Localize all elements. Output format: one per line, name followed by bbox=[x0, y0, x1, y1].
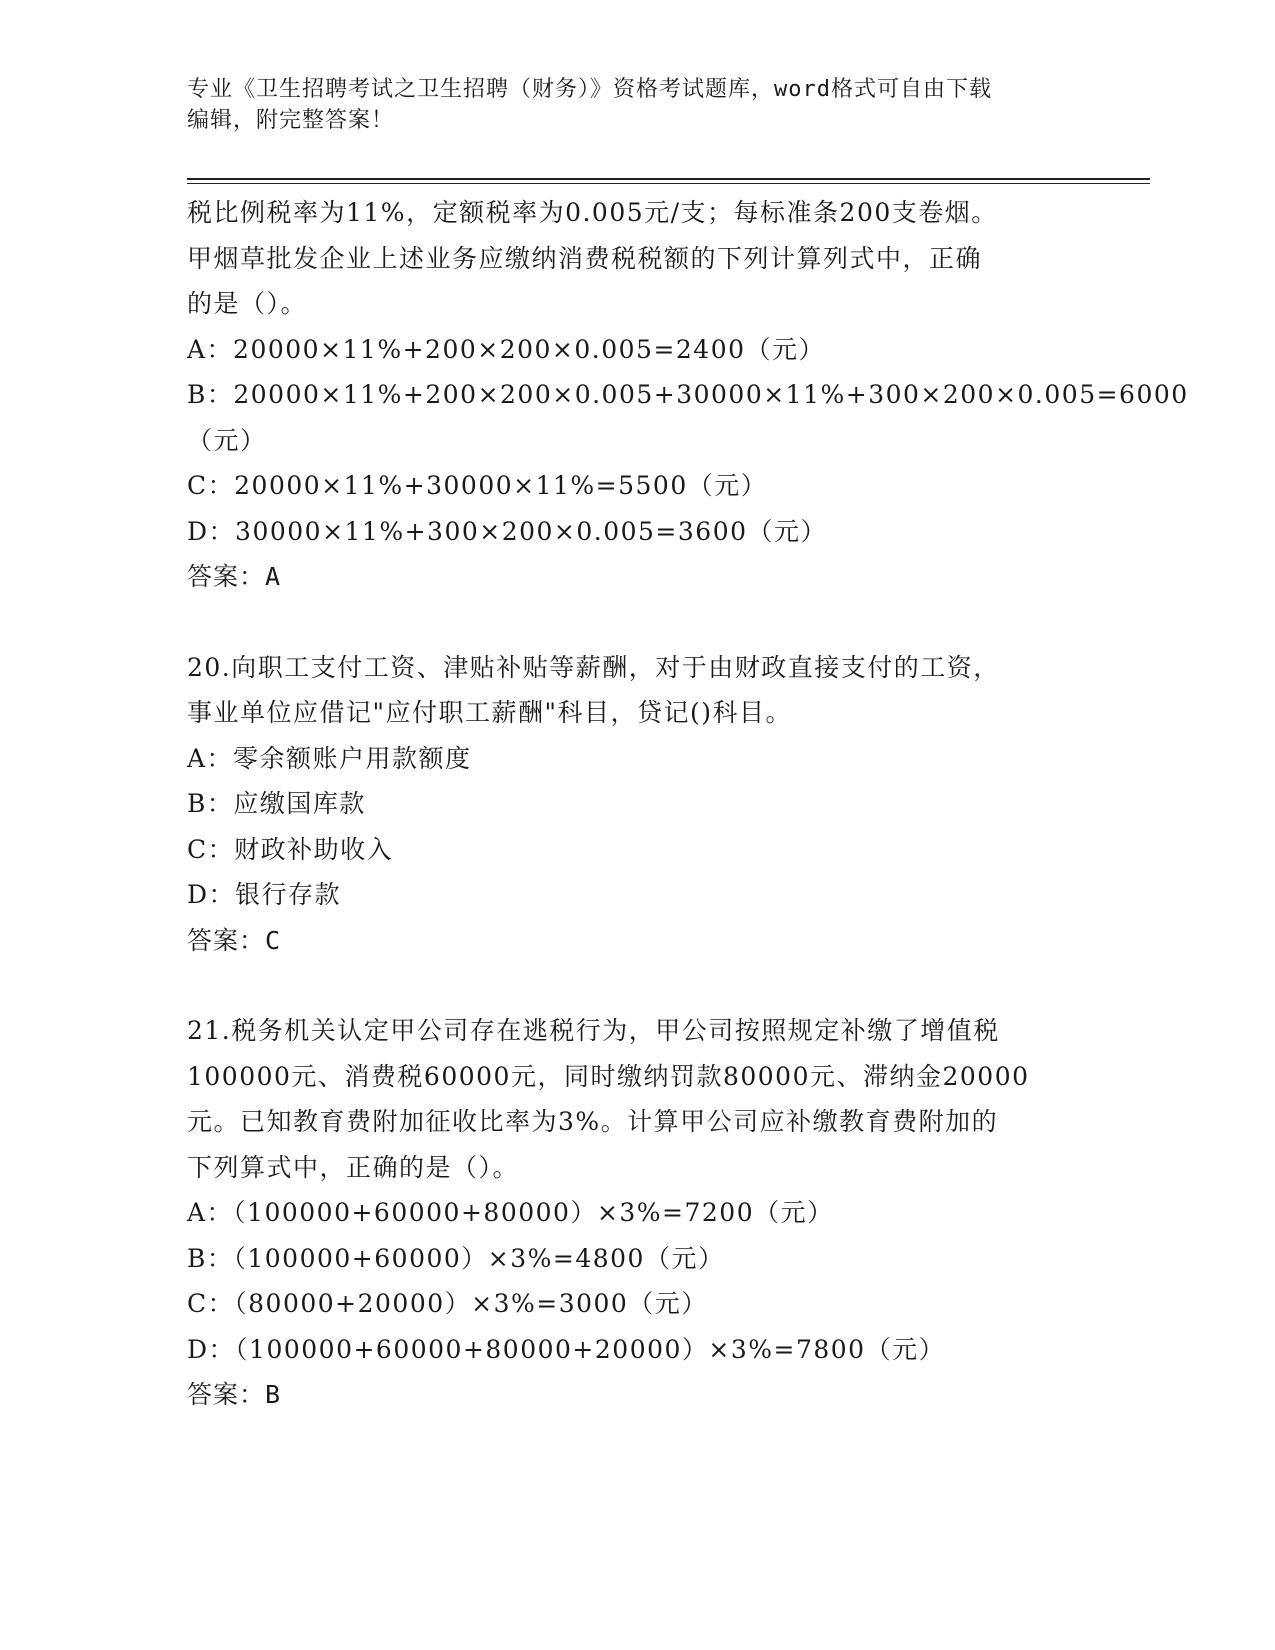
option-a: A：（100000+60000+80000）×3%=7200（元） bbox=[187, 1198, 834, 1227]
question-21 bbox=[187, 1008, 1087, 1418]
option-c: C：20000×11%+30000×11%=5500（元） bbox=[187, 471, 768, 500]
question-stem-line: 元。已知教育费附加征收比率为3%。计算甲公司应补缴教育费附加的 bbox=[187, 1107, 999, 1136]
option-b: B：20000×11%+200×200×0.005+30000×11%+300×200×0.005=6000 bbox=[187, 380, 1189, 409]
option-d: D：银行存款 bbox=[187, 880, 342, 909]
question-19 bbox=[187, 190, 1189, 600]
answer-line: 答案：A bbox=[187, 562, 282, 591]
option-b-continued: （元） bbox=[187, 425, 267, 455]
question-stem-line: 税比例税率为11%，定额税率为0.005元/支；每标准条200支卷烟。 bbox=[187, 198, 998, 227]
option-c: C：财政补助收入 bbox=[187, 834, 394, 864]
option-d: D：30000×11%+300×200×0.005=3600（元） bbox=[187, 516, 828, 546]
header-line-2: 编辑，附完整答案！ bbox=[187, 108, 395, 133]
option-a: A：零余额账户用款额度 bbox=[187, 743, 472, 773]
question-spacer bbox=[187, 963, 1087, 1008]
header-divider-thick bbox=[187, 178, 1150, 180]
question-content bbox=[187, 190, 1189, 1418]
header-divider-thin bbox=[187, 183, 1150, 184]
answer-line: 答案：B bbox=[187, 1380, 282, 1409]
question-stem-line: 下列算式中，正确的是（）。 bbox=[187, 1152, 520, 1182]
question-20 bbox=[187, 645, 1087, 964]
header-line-1: 专业《卫生招聘考试之卫生招聘（财务）》资格考试题库，word格式可自由下载 bbox=[187, 77, 992, 102]
document-header bbox=[187, 74, 1087, 136]
question-stem-line: 的是（）。 bbox=[187, 289, 308, 318]
question-stem-line: 事业单位应借记"应付职工薪酬"科目，贷记()科目。 bbox=[187, 698, 793, 727]
option-d: D：（100000+60000+80000+20000）×3%=7800（元） bbox=[187, 1334, 946, 1364]
question-spacer bbox=[187, 600, 1087, 645]
option-b: B：应缴国库款 bbox=[187, 789, 366, 818]
answer-line: 答案：C bbox=[187, 925, 282, 955]
question-stem-line: 甲烟草批发企业上述业务应缴纳消费税税额的下列计算列式中，正确 bbox=[187, 243, 983, 273]
option-c: C：（80000+20000）×3%=3000（元） bbox=[187, 1289, 708, 1318]
question-stem-line: 100000元、消费税60000元，同时缴纳罚款80000元、滞纳金20000 bbox=[187, 1061, 1030, 1091]
option-b: B：（100000+60000）×3%=4800（元） bbox=[187, 1243, 725, 1273]
question-stem-line: 21.税务机关认定甲公司存在逃税行为，甲公司按照规定补缴了增值税 bbox=[187, 1016, 1000, 1045]
option-a: A：20000×11%+200×200×0.005=2400（元） bbox=[187, 334, 826, 364]
question-stem-line: 20.向职工支付工资、津贴补贴等薪酬，对于由财政直接支付的工资， bbox=[187, 652, 1000, 682]
